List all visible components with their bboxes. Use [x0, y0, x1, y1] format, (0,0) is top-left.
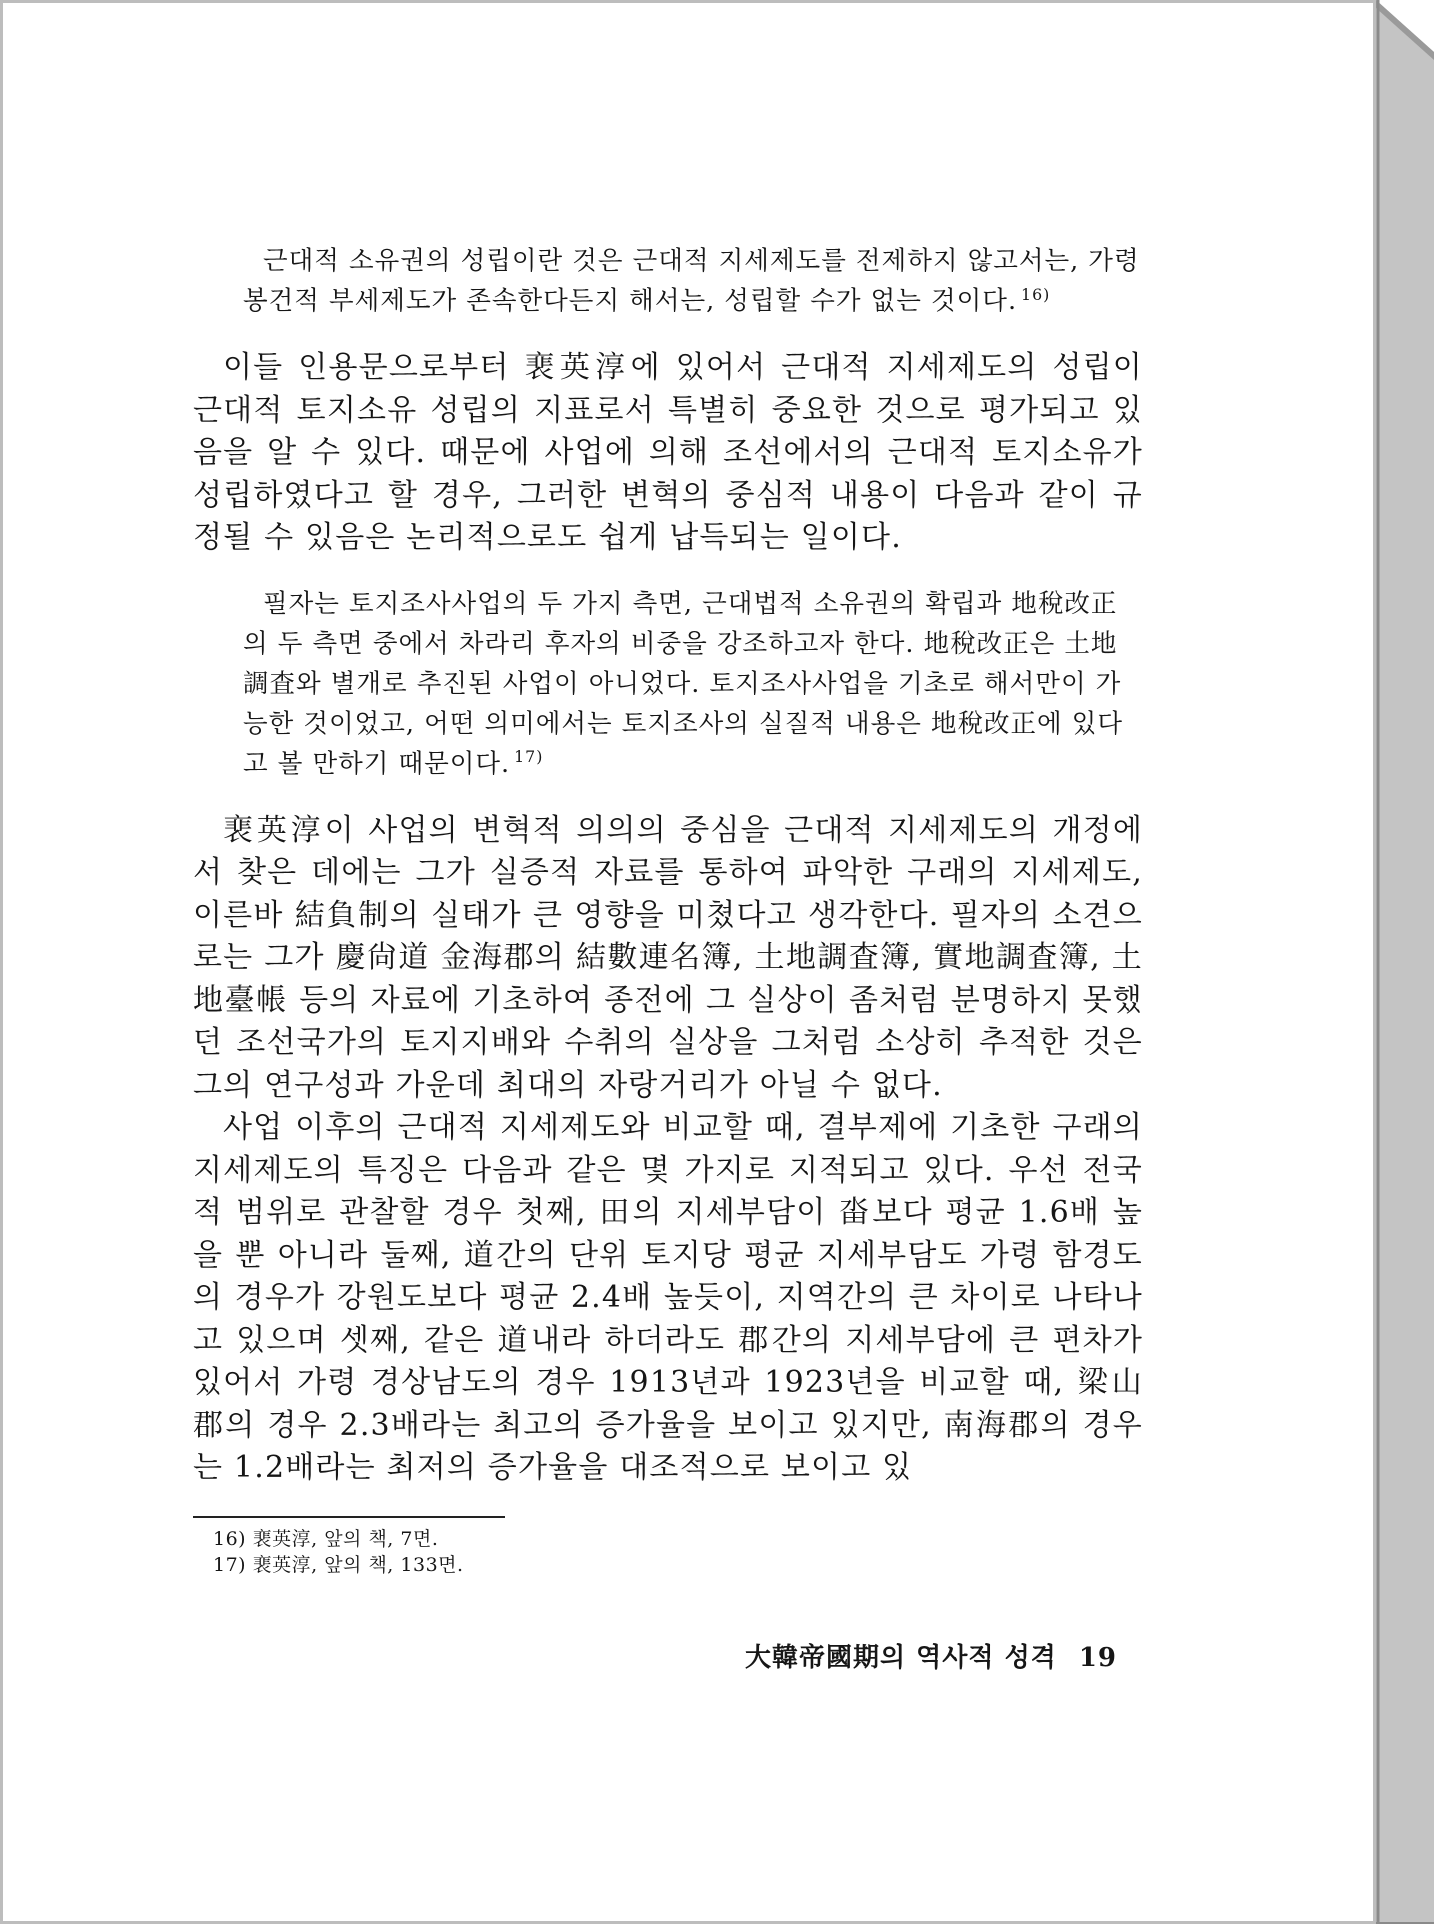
page-number: 19	[1078, 1643, 1117, 1673]
footnote-16: 16) 裵英淳, 앞의 책, 7면.	[213, 1527, 439, 1550]
body-paragraphs	[193, 810, 1143, 1490]
body-paragraph-1-wrap	[193, 347, 1143, 560]
footnote-ref-17[interactable]: 17)	[514, 747, 544, 766]
block-quote-2	[243, 584, 1143, 784]
page-content	[193, 241, 1143, 1578]
page-stack-edge	[1376, 0, 1434, 1924]
quote-1-text: 근대적 소유권의 성립이란 것은 근대적 지세제도를 전제하지 않고서는, 가령 봉건적 부세제도가 존속한다든지 해서는, 성립할 수가 없는 것이다. $^{16)}$	[243, 246, 1140, 316]
block-quote-1	[243, 241, 1143, 321]
quote-2-text: 필자는 토지조사사업의 두 가지 측면, 근대법적 소유권의 확립과 地稅改正의 두 측면 중에서 차라리 후자의 비중을 강조하고자 한다. 地稅改正은 土地調査와 별개로 추진된 사업이 아니었다. 토지조사사업을 기초로 해서만이 가능한 것이었고, 어떤 의미에서는 토지조사의 실질적 내용은 地稅改正에 있다고 볼 만하기 때문이다. $^{17)}$	[243, 588, 1124, 779]
running-title: 大韓帝國期의 역사적 성격	[745, 1643, 1057, 1673]
footnote-ref-16[interactable]: 16)	[1021, 284, 1051, 304]
footnote-17: 17) 裵英淳, 앞의 책, 133면.	[213, 1553, 464, 1576]
body-paragraph-1: 이들 인용문으로부터 裵英淳에 있어서 근대적 지세제도의 성립이 근대적 토지소유 성립의 지표로서 특별히 중요한 것으로 평가되고 있음을 알 수 있다. 때문에 사업에 의해 조선에서의 근대적 토지소유가 성립하였다고 할 경우, 그러한 변혁의 중심적 내용이 다음과 같이 규정될 수 있음은 논리적으로도 쉽게 납득되는 일이다.	[193, 350, 1143, 555]
footnote-divider	[193, 1516, 505, 1518]
body-paragraph-2: 裵英淳이 사업의 변혁적 의의의 중심을 근대적 지세제도의 개정에서 찾은 데에는 그가 실증적 자료를 통하여 파악한 구래의 지세제도, 이른바 結負制의 실태가 큰 영향을 미쳤다고 생각한다. 필자의 소견으로는 그가 慶尙道 金海郡의 結數連名簿, 土地調査簿, 實地調査簿, 土地臺帳 등의 자료에 기초하여 종전에 그 실상이 좀처럼 분명하지 못했던 조선국가의 토지지배와 수취의 실상을 그처럼 소상히 추적한 것은 그의 연구성과 가운데 최대의 자랑거리가 아닐 수 없다.	[193, 812, 1143, 1103]
running-footer	[737, 1637, 1117, 1674]
body-paragraph-3: 사업 이후의 근대적 지세제도와 비교할 때, 결부제에 기초한 구래의 지세제도의 특징은 다음과 같은 몇 가지로 지적되고 있다. 우선 전국적 범위로 관찰할 경우 첫째, 田의 지세부담이 畓보다 평균 1.6배 높을 뿐 아니라 둘째, 道간의 단위 토지당 평균 지세부담도 가령 함경도의 경우가 강원도보다 평균 2.4배 높듯이, 지역간의 큰 차이로 나타나고 있으며 셋째, 같은 道내라 하더라도 郡간의 지세부담에 큰 편차가 있어서 가령 경상남도의 경우 1913년과 1923년을 비교할 때, 梁山郡의 경우 2.3배라는 최고의 증가율을 보이고 있지만, 南海郡의 경우는 1.2배라는 최저의 증가율을 대조적으로 보이고 있	[193, 1110, 1143, 1485]
footnotes	[213, 1526, 1143, 1578]
